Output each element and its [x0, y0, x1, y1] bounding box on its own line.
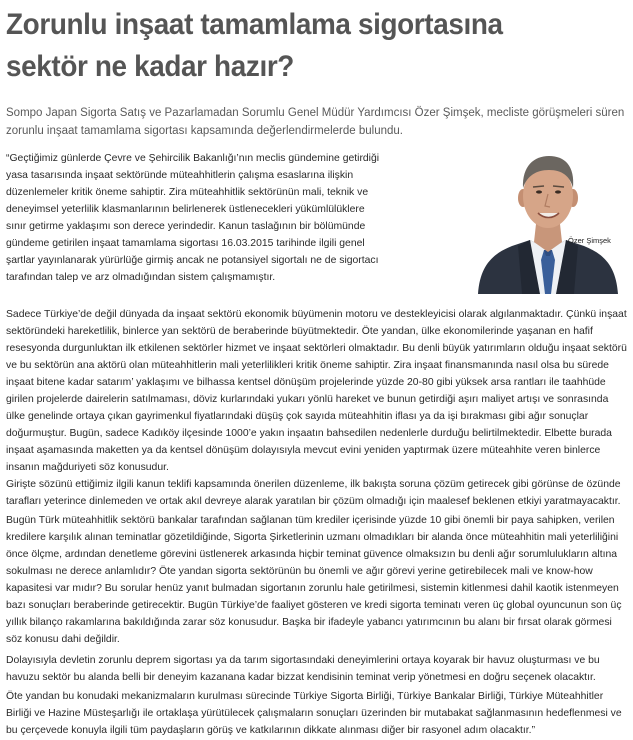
photo-caption: Özer Şimşek [568, 236, 611, 245]
article-headline: Zorunlu inşaat tamamlama sigortasına sektör ne kadar hazır? [6, 8, 503, 83]
article-lead: Sompo Japan Sigorta Satış ve Pazarlamadan Sorumlu Genel Müdür Yardımcısı Özer Şimşek, mecliste görüşmeleri süren zorunlu inşaat tamamlama sigortası kapsamında değerlendirmelerde bulundu. [6, 107, 625, 137]
article-paragraph-4: Bugün Türk müteahhitlik sektörü bankalar tarafından sağlanan tüm krediler içerisinde yüzde 10 gibi önemli bir paya sahipken, verilen kredilere karşılık alınan teminatlar gözetildiğinde, Sigorta Şirketlerinin uzmanı olmadıkları bir alanda önce müteahhitin mali yeterliliğini önce ölçme, ardından denetleme görevini üstlenerek arkasında hiçbir teminat güvence olmaksızın bu denli ağır sorumlulukların altına sokulması ne derece anlamlıdır? Öte yandan sigorta sektörünün bu önemli ve ağır görevi yerine getirebilecek mali ve know-how kapasitesi var mıdır? Bu sorular henüz yanıt bulmadan sigortanın zorunlu hale getirilmesi, sistemin kitlenmesi dahil kaotik istenmeyen bazı sonuçları beraberinde getirecektir. Bugün Türkiye’de faaliyet gösteren ve kredi sigorta teminatı veren üç global oyuncunun son üç yıllık bilanço rakamlarına bakıldığında zarar söz konusudur. Başka bir ifadeyle yabancı yatırımcının bu alanı bir fırsat olarak görmesi söz konusu dahi değildir. [6, 515, 622, 645]
article-paragraph-1: “Geçtiğimiz günlerde Çevre ve Şehircilik Bakanlığı’nın meclis gündemine getirdiği yasa tasarısında inşaat sektöründe müteahhitlerin çalışma esaslarına ilişkin düzenlemeler kritik öneme sahiptir. Zira müteahhitlik sektörünün mali, teknik ve deneyimsel yeterlilik klasmanlarının belirlenerek üstlenecekleri yükümlülüklere sınır getirme yaklaşımı son derece yerindedir. Kanun taslağının bir bölümünde gündeme getirilen inşaat tamamlama sigortası 16.03.2015 tarihinde ilgili genel şartlar yayınlanarak yürürlüğe girmiş ancak ne potansiyel sigortalı ne de sigortacı tarafından talep ve arz olmadığından sistem çalışmamıştır. [6, 153, 380, 283]
author-photo [470, 146, 620, 294]
article-paragraph-2: Sadece Türkiye’de değil dünyada da inşaat sektörü ekonomik büyümenin motoru ve destekleyicisi olarak algılanmaktadır. Çünkü inşaat sektöründeki hareketlilik, binlerce yan sektörü de beraberinde büyütmektedir. Öte yandan, ülke ekonomilerinde yaşanan en hafif resesyonda durgunluktan ilk etkilenen sektörler hizmet ve inşaat sektörleri olmaktadır. Bu denli büyük yatırımların olduğu inşaat sektörü ve bu sektörün ana aktörü olan müteahhitlerin mali yeterlilikleri kritik öneme sahiptir. Zira inşaat finansmanında nasıl olsa bu sürede inşaat bitene kadar satarım’ yaklaşımı ve bilhassa kentsel dönüşüm projelerinde yüzde 20-80 gibi yüksek arsa rantları ile taahhüde girilen projelerde dairelerin satılmaması, döviz kurlarındaki yukarı yönlü hareket ve bunun getirdiği aşırı maliyet artışı ve sonrasında ülke genelinde ortaya çıkan gayrimenkul fiyatlarındaki düşüş çok sayıda müteahhitin iflası ya da işi bırakması gibi ağır sonuçlar doğurmuştur. Bugün, sadece Kadıköy ilçesinde 1000’e yakın inşaatın bahsedilen nedenlerle durduğu belirtilmektedir. Elbette burada inşaat aşamasında maketten ya da kentsel dönüşüm dolayısıyla mevcut evini yeniden yaptırmak üzere müteahhite veren binlerce insanın mağduriyeti söz konusudur. [6, 309, 627, 473]
article-paragraph-3: Girişte sözünü ettiğimiz ilgili kanun teklifi kapsamında önerilen düzenleme, ilk bakışta soruna çözüm getirecek gibi görünse de özünde tarafları yeterince dinlemeden ve ortak akıl devreye alarak yaratılan bir çözüm olmadığı için maalesef beklenen etkiyi yaratmayacaktır. [6, 479, 621, 507]
article-paragraph-6: Öte yandan bu konudaki mekanizmaların kurulması sürecinde Türkiye Sigorta Birliği, Türkiye Bankalar Birliği, Türkiye Müteahhitler Birliği ve Hazine Müsteşarlığı ile ortaklaşa yürütülecek çalışmaların sonuçları üzerinden bir mutabakat sağlanmasının hedeflenmesi ve bu çerçevede konuyla ilgili tüm paydaşların görüş ve katkılarının dikkate alınması diğer bir rasyonel adım olacaktır.” [6, 691, 622, 736]
article-paragraph-5: Dolayısıyla devletin zorunlu deprem sigortası ya da tarım sigortasındaki deneyimlerini ortaya koyarak bir havuz oluşturması ve bu havuzu sektör bu alanda belli bir deneyim kazanana kadar bizzat kendisinin teminat verip yönetmesi en doğru seçenek olacaktır. [6, 655, 600, 683]
